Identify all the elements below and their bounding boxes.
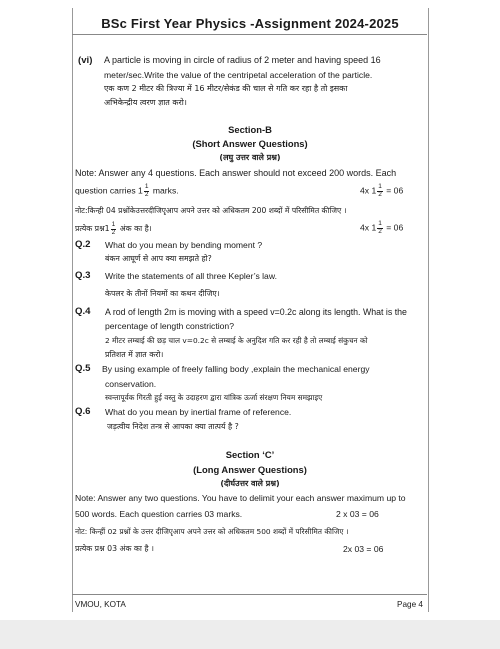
section-b-marks: 4x 1 $\frac{1}{2}$ = 06	[360, 183, 404, 198]
question-4-hindi-line2: प्रतिशत में ज्ञात करो।	[105, 350, 164, 359]
question-5-hindi: स्वन्तापूर्वक गिरती हुई वस्तु के उदाहरण द्वारा यांत्रिक ऊर्जा संरक्षण नियम समझाइए	[105, 393, 323, 402]
section-c-note-line2: 500 words. Each question carries 03 marks.	[75, 509, 243, 519]
question-6-hindi: जड़त्वीय निदेश तन्त्र से आपका क्या तात्पर्य है ?	[107, 422, 239, 431]
half-fraction: $\frac{1}{2}$	[144, 183, 149, 198]
footer-rule	[72, 594, 427, 595]
section-b-note-line2: question carries 1 $\frac{1}{2}$ marks.	[75, 183, 179, 198]
question-4-text-line2: percentage of length constriction?	[105, 321, 234, 331]
question-3-text: Write the statements of all three Kepler’s law.	[105, 271, 277, 281]
question-vi-label: (vi)	[78, 55, 93, 66]
section-c-hindi-note-line1: नोट: किन्हीं 02 प्रश्नों के उत्तर दीजिएृआप अपने उत्तर को अधिकतम 500 शब्दों में परिसीमित कीजिए ।	[75, 527, 349, 536]
section-b-subtitle: (Short Answer Questions)	[192, 138, 308, 149]
question-4-hindi-line1: 2 मीटर लम्बाई की छड़ चाल v=0.2c से लम्बाई के अनुदिश गति कर रही है तो लम्बाई संकुचन को	[105, 336, 368, 345]
section-c-hindi-marks: 2x 03 = 06	[343, 544, 384, 554]
question-vi-hindi-line1: एक कण 2 मीटर की त्रिज्या में 16 मीटर/सेकंड की चाल से गति कर रहा है तो इसका	[104, 84, 348, 93]
question-2-text: What do you mean by bending moment ?	[105, 240, 263, 250]
section-c-note-line1: Note: Answer any two questions. You have to delimit your each answer maximum up to	[75, 493, 406, 503]
question-5-text-line1: By using example of freely falling body ,explain the mechanical energy	[102, 364, 370, 374]
section-b-hindi-marks: 4x 1 $\frac{1}{2}$ = 06	[360, 220, 404, 235]
section-b-title: Section-B	[228, 124, 272, 135]
section-c-hindi-title: (दीर्घउत्तर वाले प्रश्न)	[220, 479, 280, 488]
section-c-hindi-note-line2: प्रत्येक प्रश्न 03 अंक का है ।	[75, 544, 154, 553]
section-b-hindi-title: (लघु उत्तर वाले प्रश्न)	[219, 153, 281, 162]
question-2-label: Q.2	[75, 239, 91, 250]
question-5-text-line2: conservation.	[105, 379, 157, 389]
section-b-hindi-note-line2: प्रत्येक प्रश्न1 $\frac{1}{2}$ अंक का है।	[75, 221, 152, 236]
question-4-label: Q.4	[75, 306, 91, 317]
question-3-label: Q.3	[75, 270, 91, 281]
section-b-hindi-note-line1: नोट:किन्ही 04 प्रश्नोंकेउत्तरदीजिएृआप अपने उत्तर को अधिकतम 200 शब्दों में परिसीमित कीजिए ।	[75, 206, 347, 215]
section-b-note-line1: Note: Answer any 4 questions. Each answer should not exceed 200 words. Each	[75, 168, 397, 178]
question-6-text: What do you mean by inertial frame of reference.	[105, 407, 292, 417]
section-c-subtitle: (Long Answer Questions)	[193, 464, 307, 475]
question-4-text-line1: A rod of length 2m is moving with a speed v=0.2c along its length. What is the	[105, 307, 407, 317]
question-vi-text-line2: meter/sec.Write the value of the centripetal acceleration of the particle.	[104, 70, 373, 80]
question-6-label: Q.6	[75, 406, 91, 417]
question-3-hindi: केपलर के तीनों नियमों का कथन दीजिए।	[105, 289, 220, 298]
page-header-title: BSc First Year Physics -Assignment 2024-2025	[101, 16, 399, 31]
section-c-title: Section ‘C’	[225, 449, 275, 460]
question-vi-text-line1: A particle is moving in circle of radius of 2 meter and having speed 16	[104, 55, 381, 65]
question-5-label: Q.5	[75, 363, 91, 374]
footer-institution: VMOU, KOTA	[75, 600, 126, 609]
question-2-hindi: बंकन आघूर्ण से आप क्या समझते हो?	[105, 254, 212, 263]
header-rule	[72, 34, 427, 35]
section-c-marks: 2 x 03 = 06	[336, 509, 379, 519]
footer-page-number: Page 4	[397, 600, 423, 609]
viewer-bottom-strip	[0, 620, 500, 649]
question-vi-hindi-line2: अभिकेन्द्रीय त्वरण ज्ञात करो।	[104, 98, 187, 107]
